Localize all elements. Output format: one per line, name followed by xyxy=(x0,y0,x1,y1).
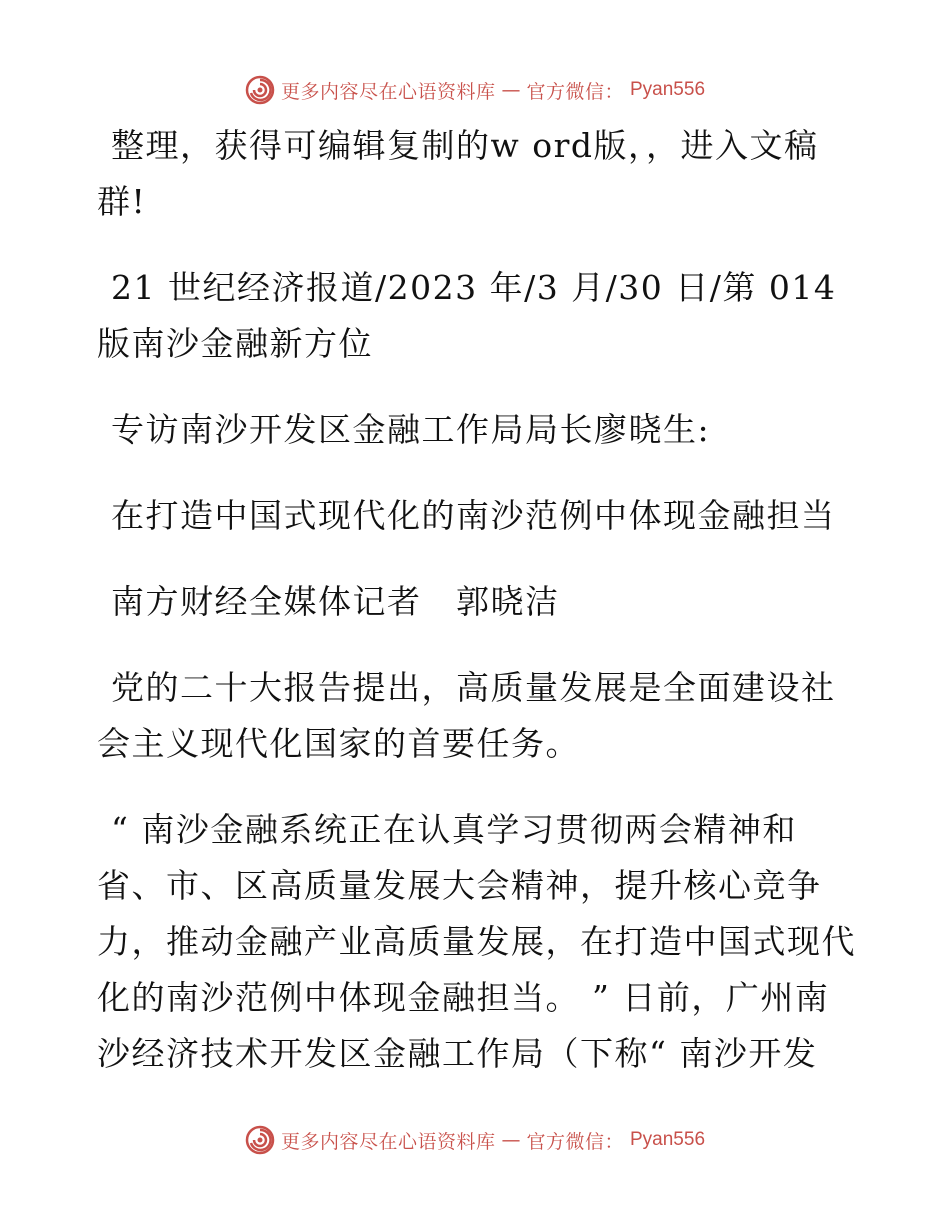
watermark-separator: — xyxy=(501,1129,521,1151)
paragraph-byline: 南方财经全媒体记者 郭晓洁 xyxy=(111,582,560,621)
spiral-logo-icon xyxy=(245,75,275,105)
watermark-text: 更多内容尽在心语资料库 xyxy=(280,1130,496,1153)
paragraph-body-2: “ 南沙金融系统正在认真学习贯彻两会精神和省、市、区高质量发展大会精神，提升核心竞争力，推动金融产业高质量发展，在打造中国式现代化的南沙范例中体现金融担当。 ” 日前，广州南沙经济技术开发区金融工作局（下称“ 南沙开发 xyxy=(97,810,856,1073)
spiral-logo-icon xyxy=(245,1125,275,1155)
paragraph-body-1: 党的二十大报告提出，高质量发展是全面建设社会主义现代化国家的首要任务。 xyxy=(97,668,836,763)
footer-watermark xyxy=(0,1120,950,1160)
watermark-contact: 官方微信： xyxy=(526,80,624,103)
watermark-text: 更多内容尽在心语资料库 xyxy=(280,80,496,103)
watermark-id: Pyan556 xyxy=(630,79,706,100)
document-body xyxy=(97,118,857,1112)
paragraph-source: 21 世纪经济报道/2023 年/3 月/30 日/第 014 版南沙金融新方位 xyxy=(97,268,837,363)
paragraph-interview-title: 专访南沙开发区金融工作局局长廖晓生: xyxy=(111,410,711,449)
paragraph-headline: 在打造中国式现代化的南沙范例中体现金融担当 xyxy=(111,496,836,535)
watermark-id: Pyan556 xyxy=(630,1129,706,1150)
watermark-separator: — xyxy=(501,79,521,101)
header-watermark xyxy=(0,70,950,110)
watermark-contact: 官方微信： xyxy=(526,1130,624,1153)
paragraph-intro: 整理，获得可编辑复制的w ord版，，进入文稿群! xyxy=(97,126,819,221)
